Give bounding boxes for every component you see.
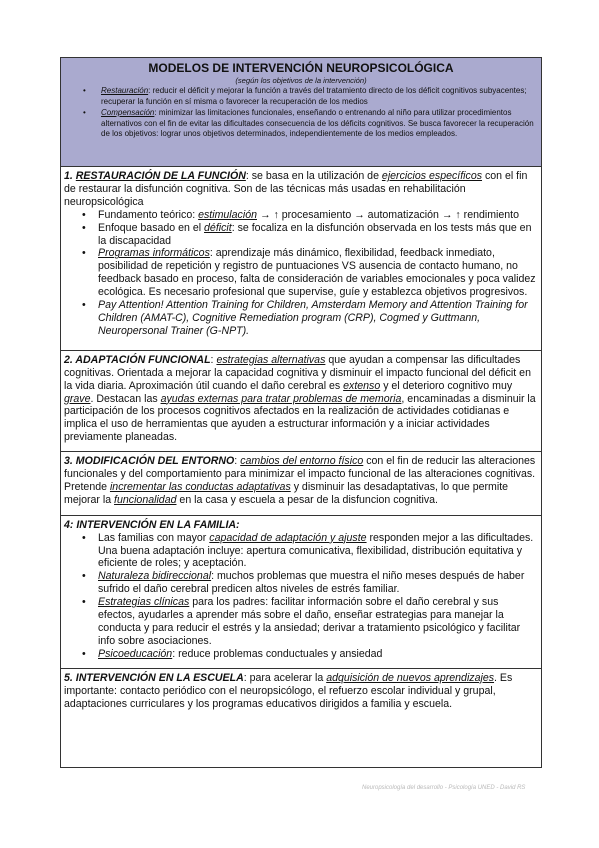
document-frame: [60, 57, 542, 768]
section-2-text: . Destacan las: [90, 392, 161, 405]
section-familia: [61, 515, 541, 668]
item-text: Fundamento teórico:: [98, 208, 199, 221]
section-3-text: :: [234, 455, 241, 468]
section-2-term: extenso: [343, 379, 381, 392]
item-term: déficit: [204, 221, 232, 234]
section-1-list: [64, 209, 538, 338]
text-compensacion: : minimizar las limitaciones funcionales, enseñando o entrenando al niño para utilizar procedimientos alternativos con el fin de evitar las dificultades consecuencia de los déficits cognitivos. Se busca favorecer la recuperación de los objetivos: lograr unos objetivos determinados, independientemente de los medios empleados.: [101, 108, 534, 138]
term-compensacion: Compensación: [101, 108, 155, 117]
list-item: [64, 648, 538, 661]
page-title: MODELOS DE INTERVENCIÓN NEUROPSICOLÓGICA: [148, 61, 454, 75]
item-text: responden mejor a las dificultades. Una buena adaptación incluye: apertura comunicativa, flexibilidad, distribución equitativa y eficiente de roles; y aceptación.: [98, 531, 534, 570]
list-item: [64, 222, 538, 248]
item-text: Pay Attention! Attention Training for Children, Amsterdam Memory and Attention Training for Children (AMAT-C), Cognitive Remediation program (CRP), Cogmed y Guttmann, Neuropersonal Trainer (G-NPT).: [98, 299, 528, 337]
item-term: Programas informáticos: [98, 247, 210, 260]
section-3-term: cambios del entorno físico: [240, 455, 364, 468]
definition-restauracion: [67, 86, 535, 107]
header-definitions: [67, 86, 535, 140]
section-1-number: 1.: [64, 170, 76, 182]
section-3-text: y disminuir las desadaptativas, lo que permite mejorar la: [64, 480, 509, 506]
section-3-text: en la casa y escuela a pesar de la disfuncion cognitiva.: [176, 493, 438, 506]
list-item: [64, 299, 538, 338]
section-4-title: 4: INTERVENCIÓN EN LA FAMILIA:: [64, 518, 240, 531]
list-item: [64, 596, 538, 648]
list-item: [64, 247, 538, 299]
section-3-text: con el fin de reducir las alteraciones funcionales y del comportamiento para minimizar el impacto funcional de las alteraciones cognitivas. Pretende: [64, 455, 536, 493]
list-item: [64, 532, 538, 571]
header-box: [61, 58, 541, 167]
page-subtitle: (según los objetivos de la intervención): [235, 76, 367, 85]
section-5-term: adquisición de nuevos aprendizajes: [326, 671, 495, 684]
list-item: [64, 570, 538, 596]
section-1-text-2: con el fin de restaurar la disfunción cognitiva. Son de las técnicas más usadas en rehabilitación neuropsicológica: [64, 170, 528, 208]
item-term: Estrategias clínicas: [98, 596, 190, 609]
section-2-title: 2. ADAPTACIÓN FUNCIONAL: [64, 353, 211, 366]
item-term: Psicoeducación: [98, 647, 173, 660]
section-3-term: funcionalidad: [114, 493, 177, 506]
item-term: estimulación: [198, 208, 257, 221]
section-1-title: RESTAURACIÓN DE LA FUNCIÓN: [75, 170, 246, 182]
section-escuela: [61, 668, 541, 715]
section-2-text: y el deterioro cognitivo muy: [380, 379, 513, 392]
section-3-title: 3. MODIFICACIÓN DEL ENTORNO: [64, 455, 235, 468]
term-restauracion: Restauración: [101, 86, 149, 95]
item-text: Las familias con mayor: [98, 531, 210, 544]
definition-compensacion: [67, 108, 535, 140]
item-term: Naturaleza bidireccional: [98, 570, 212, 583]
item-term: capacidad de adaptación y ajuste: [209, 531, 367, 544]
item-text: para los padres: facilitar información sobre el daño cerebral y sus efectos, ayudarles a aprender más sobre el daño, enseñar estrategias para manejar la conducta y para reducir el estrés y la ansiedad; derivar a tratamiento psicológico y facilitar info sobre asociaciones.: [98, 596, 521, 647]
section-2-text: , encaminadas a disminuir la participación de los procesos cognitivos afectados en la realización de actividades cotidianas e implica el uso de herramientas que ayuden a estructurar información y a iniciar actividades previamente planeadas.: [64, 392, 536, 444]
item-text: : se focaliza en la disfunción observada en los tests más que en la discapacidad: [98, 221, 532, 247]
section-3-term: incrementar las conductas adaptativas: [109, 480, 291, 493]
section-1-term: ejercicios específicos: [381, 170, 483, 182]
list-item: [64, 209, 538, 222]
item-text: Enfoque basado en el: [98, 221, 205, 234]
page-footer: Neuropsicología del desarrollo - Psicología UNED - David RS: [362, 785, 526, 791]
section-1-text: : se basa en la utilización de: [245, 170, 382, 182]
section-2-text: :: [210, 353, 217, 366]
item-text: : reduce problemas conductuales y ansiedad: [172, 647, 383, 660]
section-2-term: grave: [64, 392, 91, 405]
text-restauracion: : reducir el déficit y mejorar la función a través del tratamiento directo de los déficit cognitivos subyacentes; recuperar la función en sí misma o favorecer la recuperación de los medios: [101, 86, 527, 106]
section-2-term: ayudas externas para tratar problemas de memoria: [160, 392, 402, 405]
section-5-text: : para acelerar la: [243, 671, 327, 684]
item-text: → ↑ procesamiento → automatización → ↑ rendimiento: [257, 208, 520, 221]
section-entorno: [61, 451, 541, 515]
section-5-title: 5. INTERVENCIÓN EN LA ESCUELA: [64, 671, 244, 684]
section-adaptacion: [61, 350, 541, 451]
section-2-term: estrategias alternativas: [216, 353, 326, 366]
item-text: : aprendizaje más dinámico, flexibilidad, feedback inmediato, posibilidad de repetición y registro de puntuaciones VS ausencia de contacto humano, no feedback basado en proceso, falta de consideración de variables emocionales y poca validez ecológica. Es necesario profesional que supervise, guíe y establezca objetivos progresivos.: [98, 247, 536, 299]
section-4-list: [64, 532, 538, 661]
section-2-text: que ayudan a compensar las dificultades cognitivas. Orientada a mejorar la capacidad cognitiva y disminuir el impacto funcional del déficit en la vida diaria. Aproximación útil cuando el daño cerebral es: [64, 353, 531, 392]
section-5-text: . Es importante: contacto periódico con el neuropsicólogo, el refuerzo escolar individual y grupal, adaptaciones curriculares y los programas educativos dirigidos a familia y escuela.: [64, 671, 513, 710]
section-restauracion: [61, 167, 541, 350]
item-text: : muchos problemas que muestra el niño meses después de haber sufrido el daño cerebral predicen altos niveles de estrés familiar.: [98, 570, 525, 596]
